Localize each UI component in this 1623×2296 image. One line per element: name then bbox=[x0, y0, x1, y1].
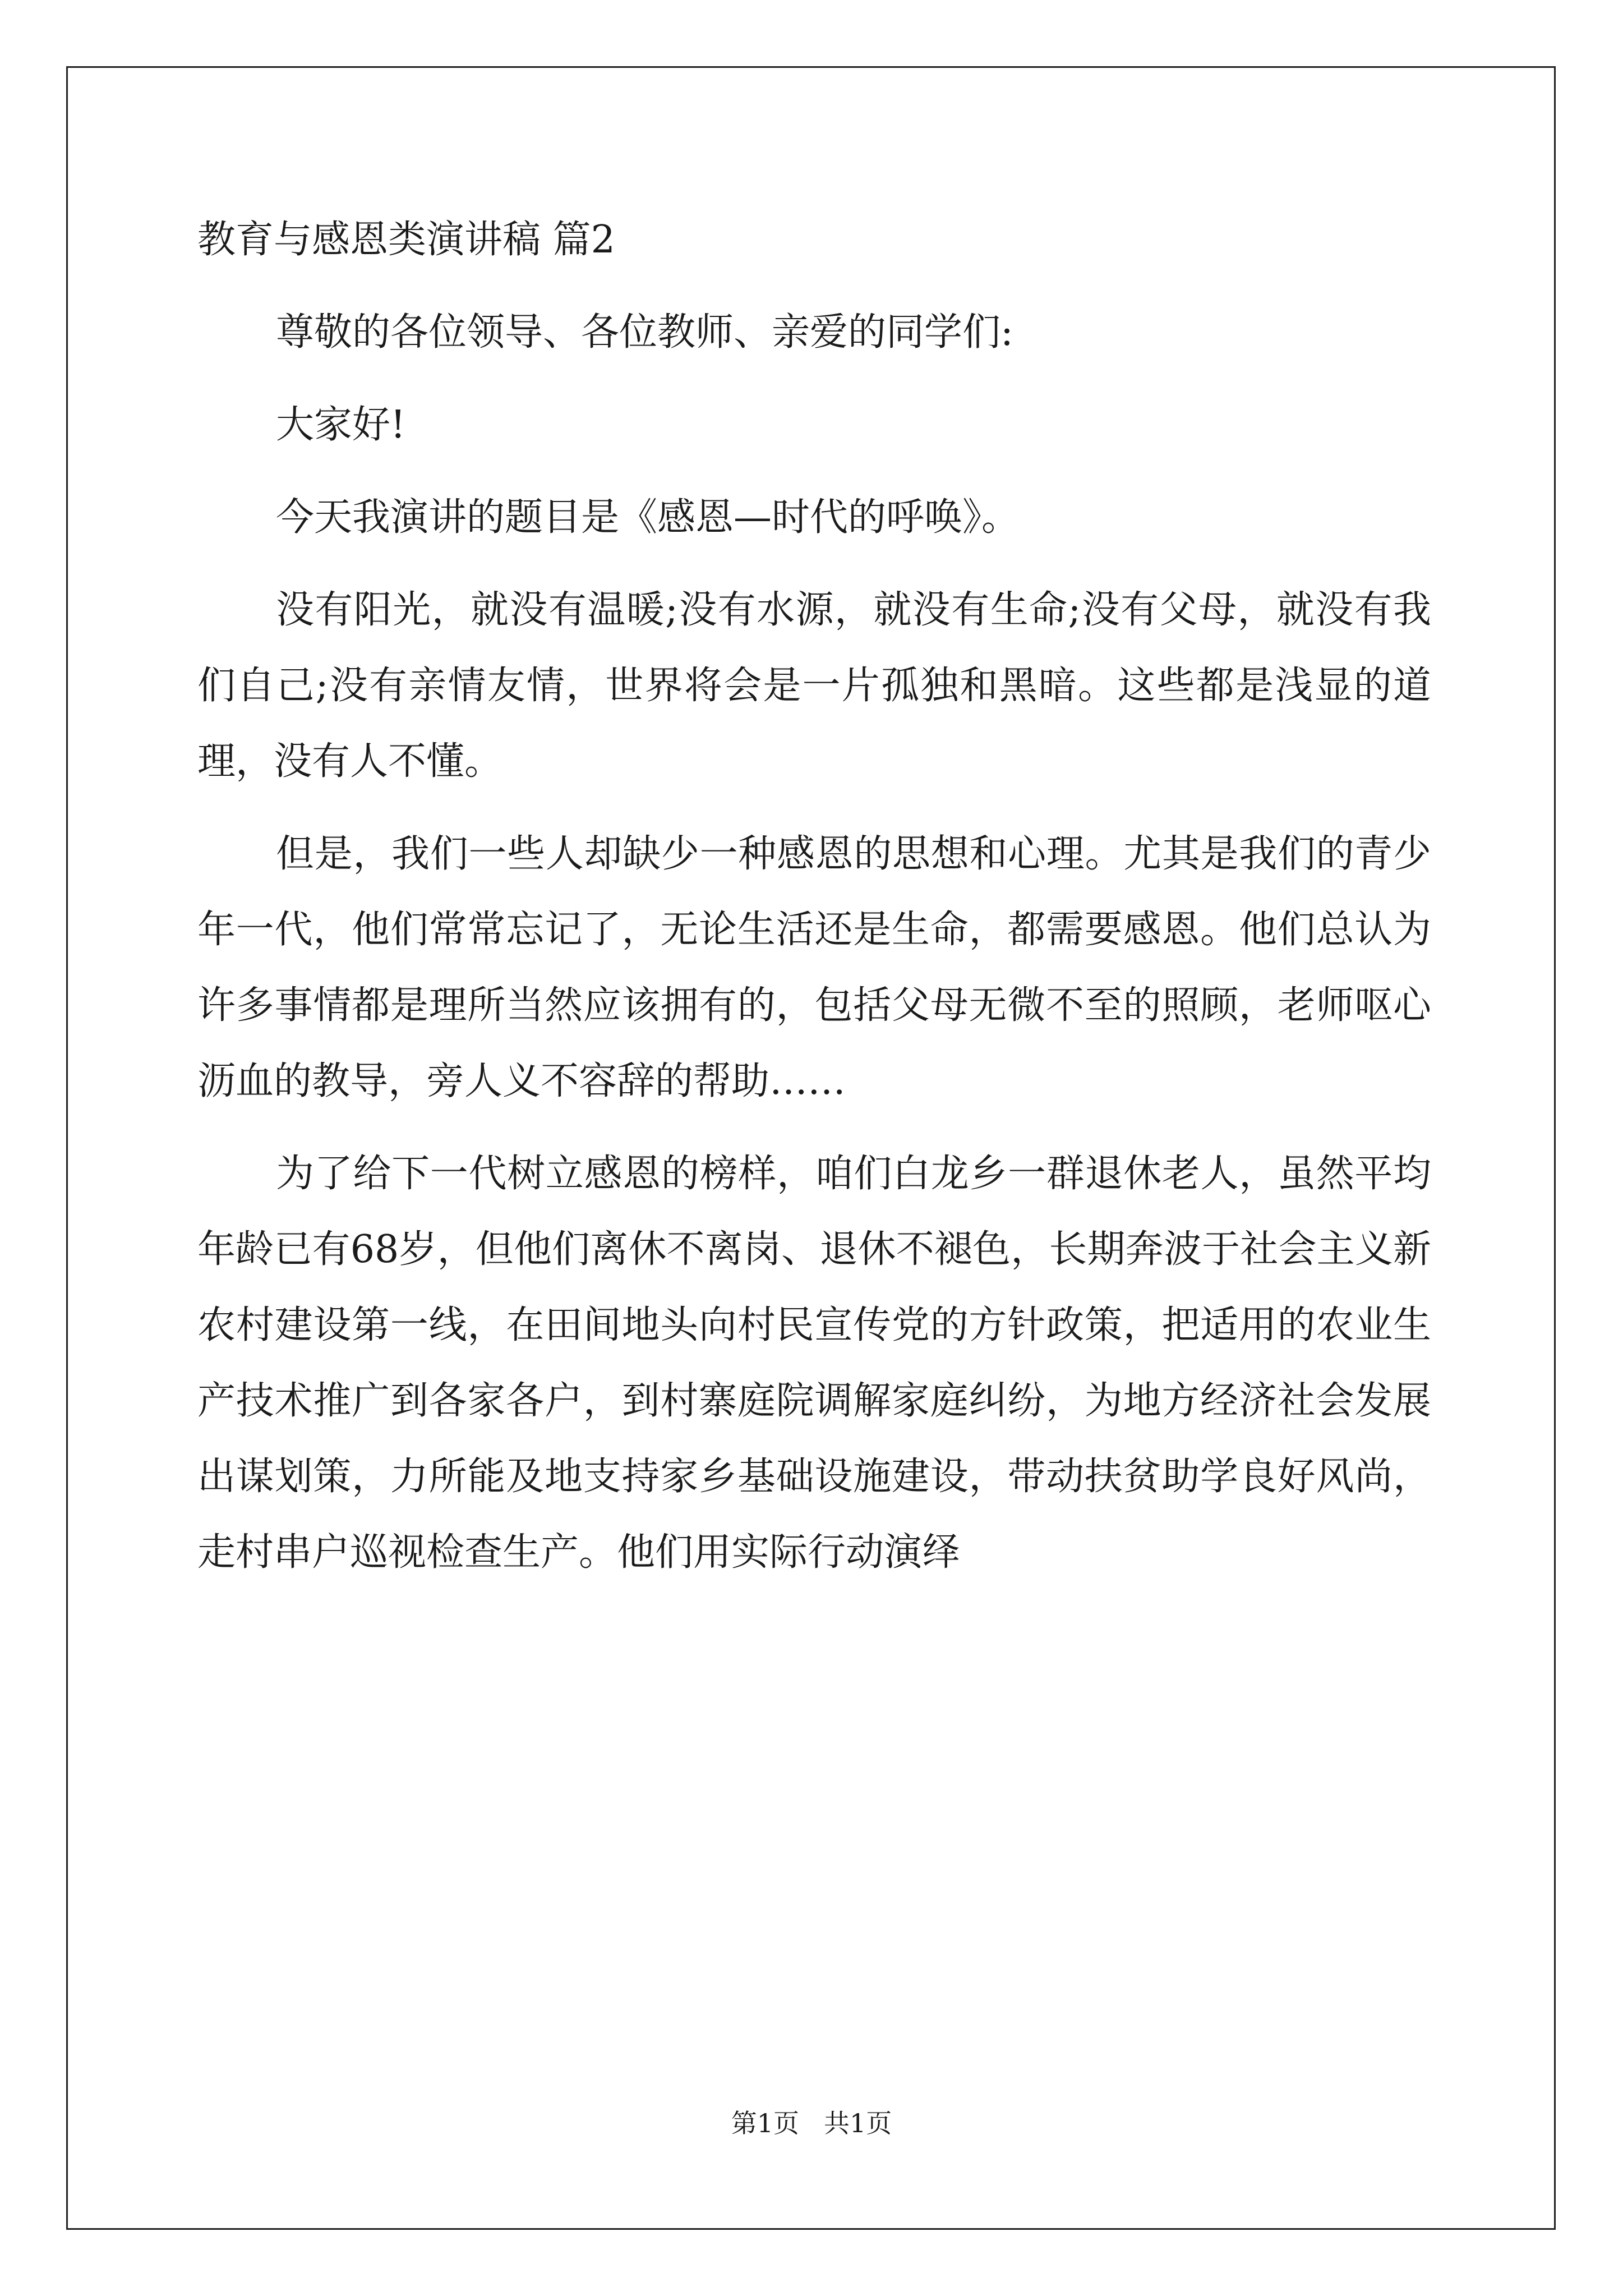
paragraph-salutation: 尊敬的各位领导、各位教师、亲爱的同学们: bbox=[276, 310, 1013, 355]
page-number: 第1页 bbox=[731, 2108, 799, 2138]
paragraph-body: 为了给下一代树立感恩的榜样，咱们白龙乡一群退休老人，虽然平均年龄已有68岁，但他们离休不离岗、退休不褪色，长期奔波于社会主义新农村建设第一线，在田间地头向村民宣传党的方针政策，把适用的农业生产技术推广到各家各户，到村寨庭院调解家庭纠纷，为地方经济社会发展出谋划策，力所能及地支持家乡基础设施建设，带动扶贫助学良好风尚，走村串户巡视检查生产。他们用实际行动演绎 bbox=[197, 1152, 1431, 1575]
document-title: 教育与感恩类演讲稿 篇2 bbox=[197, 218, 615, 262]
paragraph-body: 没有阳光，就没有温暖;没有水源，就没有生命;没有父母，就没有我们自己;没有亲情友情，世界将会是一片孤独和黑暗。这些都是浅显的道理，没有人不懂。 bbox=[197, 588, 1431, 784]
page-footer bbox=[0, 2106, 1623, 2140]
paragraph-greeting: 大家好! bbox=[276, 403, 406, 447]
document-body bbox=[197, 202, 1431, 1607]
page-total: 共1页 bbox=[824, 2108, 892, 2138]
paragraph-body: 但是，我们一些人却缺少一种感恩的思想和心理。尤其是我们的青少年一代，他们常常忘记了，无论生活还是生命，都需要感恩。他们总认为许多事情都是理所当然应该拥有的，包括父母无微不至的照顾，老师呕心沥血的教导，旁人义不容辞的帮助…… bbox=[197, 832, 1431, 1103]
paragraph-topic: 今天我演讲的题目是《感恩—时代的呼唤》。 bbox=[276, 495, 1020, 540]
